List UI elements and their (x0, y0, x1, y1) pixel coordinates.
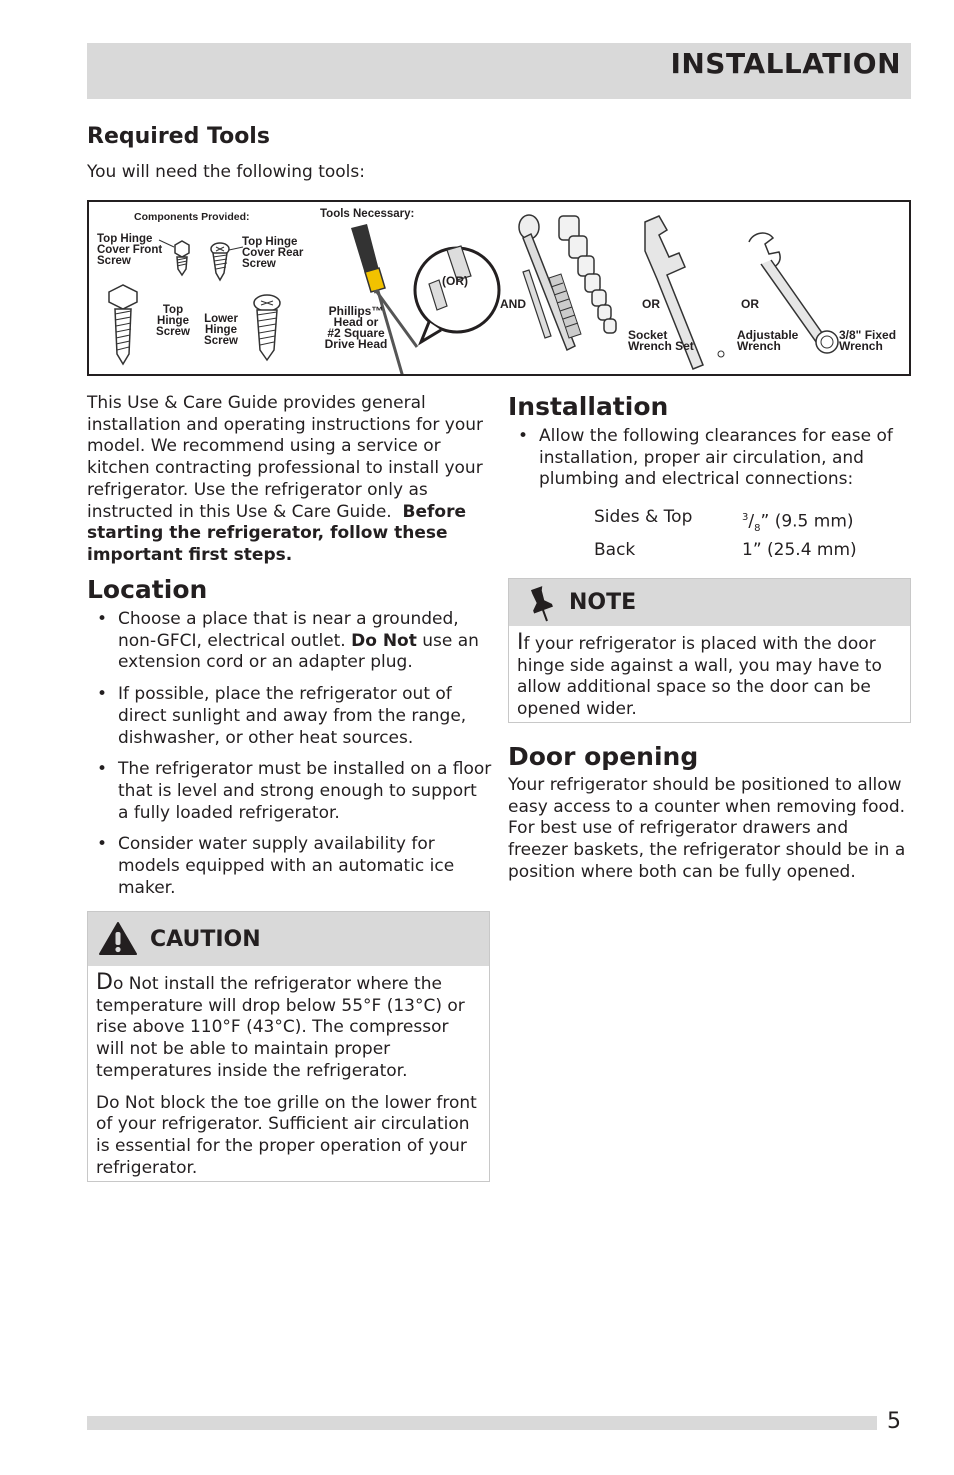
clearance-value: 1” (25.4 mm) (742, 539, 857, 560)
label-line: Cover Rear (242, 247, 304, 259)
caution-box (87, 911, 490, 1182)
list-item: • Consider water supply availability for models equipped with an automatic ice maker. (87, 834, 492, 899)
lower-hinge-screw-icon (254, 295, 280, 360)
note-paragraph (517, 632, 902, 721)
top-hinge-cover-front-label (97, 234, 162, 267)
label-line: Socket (628, 328, 668, 342)
label-line: Phillips™ (328, 304, 384, 318)
clearance-value: $^3/_8$” (9.5 mm) (742, 511, 854, 535)
label-line: Lower (204, 313, 238, 325)
note-header (509, 579, 910, 626)
label-line: Wrench (839, 339, 883, 353)
fraction-numerator: 3 (742, 512, 749, 523)
and-label: AND (500, 297, 526, 311)
caution-title: CAUTION (150, 926, 261, 952)
tools-necessary-label: Tools Necessary: (320, 208, 415, 220)
clearance-value-text: ” (9.5 mm) (760, 511, 854, 532)
list-item: • The refrigerator must be installed on a floor that is level and strong enough to support a fully loaded refrigerator. (87, 759, 492, 824)
drop-cap: D (96, 970, 113, 995)
clearance-row (594, 507, 857, 540)
warning-icon (98, 921, 138, 957)
list-item (87, 609, 492, 674)
adjustable-wrench-label (737, 330, 798, 352)
label-line: Hinge (157, 315, 189, 327)
fixed-wrench-label (839, 330, 896, 352)
bullet-bold: Do Not (351, 630, 417, 651)
footer-bar (87, 1416, 877, 1430)
label-line: Drive Head (324, 337, 388, 351)
intro-text: This Use & Care Guide provides general installation and operating instructions for your model. We recommend using a service or kitchen contracting professional to install your refrigerator. Use the refrigerator only as instructed in this Use & Care Guide. (87, 393, 484, 522)
lower-hinge-screw-label (201, 314, 241, 347)
intro-bold-text: Before starting the refrigerator, follow these important first steps. (87, 501, 466, 565)
or-bubble-label: (OR) (442, 274, 468, 288)
label-line: Adjustable (737, 328, 799, 342)
list-item: • If possible, place the refrigerator out of direct sunlight and away from the range, dishwasher, or other heat sources. (87, 684, 492, 749)
components-provided-label: Components Provided: (134, 211, 250, 223)
installation-list (508, 426, 911, 501)
label-line: Top Hinge (242, 236, 298, 248)
label-line: Top Hinge (97, 233, 153, 245)
socket-wrench-set-icon (519, 215, 616, 350)
label-line: Wrench Set (628, 339, 694, 353)
note-box (508, 578, 911, 723)
location-heading: Location (87, 575, 208, 604)
drop-cap: I (517, 630, 524, 655)
list-item: • Allow the following clearances for ease of installation, proper air circulation, and plumbing and electrical connections: (508, 426, 911, 491)
page-title: INSTALLATION (670, 47, 901, 80)
label-line: Screw (242, 258, 276, 270)
or-label-1: OR (642, 297, 660, 311)
clearance-table (594, 507, 857, 561)
bullet-text: use an extension cord or an adapter plug. (118, 630, 479, 673)
tools-diagram (87, 200, 911, 376)
clearance-label: Back (594, 539, 636, 560)
screwdriver-icon (351, 224, 420, 374)
pushpin-icon (529, 584, 555, 622)
caution-header (88, 912, 489, 966)
intro-paragraph (87, 393, 492, 567)
page-number: 5 (887, 1409, 901, 1434)
fraction-denominator: 8 (754, 523, 761, 535)
label-line: 3/8" Fixed (839, 328, 897, 342)
top-hinge-screw-label (153, 305, 193, 338)
cover-front-screw-icon (159, 240, 189, 275)
label-line: Screw (204, 335, 238, 347)
caution-text: o Not install the refrigerator where the temperature will drop below 55°F (13°C) or rise above 110°F (43°C). The compressor will not be able to maintain proper temperatures inside the refrigerator. (96, 974, 465, 1081)
note-body (509, 626, 910, 721)
label-line: Wrench (737, 339, 781, 353)
required-tools-heading: Required Tools (87, 124, 270, 149)
installation-heading: Installation (508, 392, 669, 421)
label-line: Cover Front (97, 244, 163, 256)
bullet-text: Choose a place that is near a grounded, non-GFCI, electrical outlet. (118, 609, 459, 651)
location-list (87, 609, 492, 909)
required-tools-intro: You will need the following tools: (87, 162, 365, 182)
note-text: f your refrigerator is placed with the door hinge side against a wall, you may have to allow additional space so the door can be opened wider. (517, 634, 882, 720)
clearance-label: Sides & Top (594, 507, 693, 527)
label-line: Hinge (205, 324, 237, 336)
label-line: Head or (333, 315, 379, 329)
note-title: NOTE (569, 590, 637, 615)
label-line: Screw (156, 326, 190, 338)
caution-paragraph-1 (96, 972, 481, 1083)
phillips-label (317, 306, 395, 350)
or-label-2: OR (741, 297, 759, 311)
label-line: #2 Square (327, 326, 385, 340)
door-opening-heading: Door opening (508, 742, 699, 771)
top-hinge-cover-rear-label (242, 237, 303, 270)
caution-body (88, 966, 489, 1179)
socket-wrench-label (628, 330, 694, 352)
bit-bubble-icon (415, 246, 499, 342)
cover-rear-screw-icon (211, 243, 243, 280)
top-hinge-screw-icon (109, 285, 137, 364)
door-opening-text: Your refrigerator should be positioned to allow easy access to a counter when removing food. For best use of refrigerator drawers and freezer baskets, the refrigerator should be in a position where both can be fully opened. (508, 775, 906, 882)
caution-paragraph-2: Do Not block the toe grille on the lower front of your refrigerator. Sufficient air circulation is essential for the proper operation of your refrigerator. (96, 1092, 477, 1178)
label-line: Screw (97, 255, 131, 267)
label-line: Top (162, 304, 184, 316)
header-bar (87, 43, 911, 99)
clearance-row (594, 540, 857, 562)
